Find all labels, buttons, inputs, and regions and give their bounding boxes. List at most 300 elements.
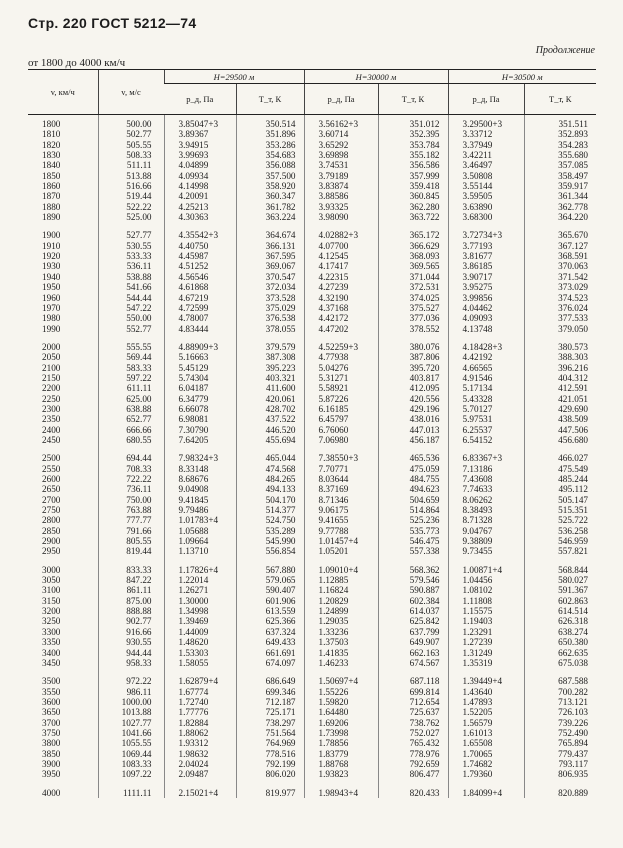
cell-pressure: 1.61013 bbox=[448, 728, 524, 738]
cell-pressure: 1.59820 bbox=[304, 697, 378, 707]
table-row bbox=[28, 474, 596, 484]
table-row bbox=[28, 495, 596, 505]
cell-temperature: 387.806 bbox=[378, 352, 448, 362]
cell-temperature: 395.720 bbox=[378, 363, 448, 373]
cell-v-ms: 597.22 bbox=[98, 373, 164, 383]
cell-v-ms: 1083.33 bbox=[98, 759, 164, 769]
table-row bbox=[28, 272, 596, 282]
cell-v-ms: 500.00 bbox=[98, 115, 164, 130]
table-row bbox=[28, 648, 596, 658]
cell-pressure: 1.08102 bbox=[448, 585, 524, 595]
cell-temperature: 475.549 bbox=[524, 464, 596, 474]
cell-temperature: 374.025 bbox=[378, 293, 448, 303]
cell-temperature: 354.683 bbox=[236, 150, 304, 160]
cell-temperature: 351.896 bbox=[236, 129, 304, 139]
cell-temperature: 504.170 bbox=[236, 495, 304, 505]
altitude-header-2: H=30000 м bbox=[304, 70, 448, 84]
cell-v-ms: 525.00 bbox=[98, 212, 164, 222]
cell-pressure: 4.12545 bbox=[304, 251, 378, 261]
cell-temperature: 674.097 bbox=[236, 658, 304, 668]
cell-pressure: 1.09010+4 bbox=[304, 565, 378, 575]
cell-temperature: 580.027 bbox=[524, 575, 596, 585]
cell-pressure: 1.29035 bbox=[304, 616, 378, 626]
cell-v-kmh: 1970 bbox=[42, 302, 61, 313]
cell-temperature: 447.506 bbox=[524, 425, 596, 435]
cell-pressure: 1.39449+4 bbox=[448, 676, 524, 686]
cell-v-ms: 652.77 bbox=[98, 414, 164, 424]
cell-v-ms: 611.11 bbox=[98, 383, 164, 393]
table-row bbox=[28, 202, 596, 212]
col-header-v-kmh: v, км/ч bbox=[28, 70, 98, 115]
table-row bbox=[28, 769, 596, 779]
cell-temperature: 700.282 bbox=[524, 687, 596, 697]
cell-temperature: 352.395 bbox=[378, 129, 448, 139]
cell-temperature: 614.514 bbox=[524, 606, 596, 616]
cell-temperature: 602.384 bbox=[378, 596, 448, 606]
cell-pressure: 4.66565 bbox=[448, 363, 524, 373]
table-row bbox=[28, 212, 596, 222]
cell-temperature: 726.103 bbox=[524, 707, 596, 717]
cell-v-ms: 530.55 bbox=[98, 241, 164, 251]
cell-pressure: 7.98324+3 bbox=[164, 453, 236, 463]
spacer-cell bbox=[524, 668, 596, 676]
spacer-cell bbox=[236, 445, 304, 453]
cell-v-ms: 902.77 bbox=[98, 616, 164, 626]
cell-pressure: 2.09487 bbox=[164, 769, 236, 779]
cell-pressure: 4.72599 bbox=[164, 303, 236, 313]
spacer-cell bbox=[98, 668, 164, 676]
cell-temperature: 395.223 bbox=[236, 363, 304, 373]
cell-pressure: 4.30363 bbox=[164, 212, 236, 222]
cell-temperature: 567.880 bbox=[236, 565, 304, 575]
cell-v-ms: 502.77 bbox=[98, 129, 164, 139]
cell-temperature: 361.344 bbox=[524, 191, 596, 201]
cell-temperature: 369.067 bbox=[236, 261, 304, 271]
cell-v-ms: 847.22 bbox=[98, 575, 164, 585]
table-row bbox=[28, 293, 596, 303]
cell-temperature: 366.629 bbox=[378, 241, 448, 251]
spacer-cell bbox=[236, 222, 304, 230]
cell-v-ms: 791.66 bbox=[98, 526, 164, 536]
spacer-cell bbox=[98, 445, 164, 453]
cell-v-ms: 944.44 bbox=[98, 648, 164, 658]
cell-pressure: 8.38493 bbox=[448, 505, 524, 515]
cell-pressure: 1.48620 bbox=[164, 637, 236, 647]
cell-temperature: 351.511 bbox=[524, 115, 596, 130]
table-row bbox=[28, 565, 596, 575]
cell-pressure: 6.16185 bbox=[304, 404, 378, 414]
cell-temperature: 792.659 bbox=[378, 759, 448, 769]
table-row bbox=[28, 697, 596, 707]
cell-temperature: 421.051 bbox=[524, 394, 596, 404]
cell-temperature: 649.433 bbox=[236, 637, 304, 647]
cell-temperature: 369.565 bbox=[378, 261, 448, 271]
spacer-cell bbox=[28, 222, 98, 230]
cell-temperature: 380.573 bbox=[524, 342, 596, 352]
cell-pressure: 3.81677 bbox=[448, 251, 524, 261]
cell-pressure: 1.34998 bbox=[164, 606, 236, 616]
spacer-cell bbox=[164, 780, 236, 788]
cell-temperature: 357.999 bbox=[378, 171, 448, 181]
cell-temperature: 820.889 bbox=[524, 788, 596, 798]
table-row bbox=[28, 241, 596, 251]
cell-temperature: 662.635 bbox=[524, 648, 596, 658]
cell-v-kmh: 2050 bbox=[42, 352, 61, 363]
cell-v-kmh: 3300 bbox=[42, 626, 61, 637]
cell-v-ms: 522.22 bbox=[98, 202, 164, 212]
spacer-cell bbox=[28, 668, 98, 676]
cell-temperature: 412.095 bbox=[378, 383, 448, 393]
cell-temperature: 625.366 bbox=[236, 616, 304, 626]
cell-temperature: 556.854 bbox=[236, 546, 304, 556]
cell-temperature: 557.338 bbox=[378, 546, 448, 556]
cell-temperature: 764.969 bbox=[236, 738, 304, 748]
cell-temperature: 626.318 bbox=[524, 616, 596, 626]
cell-temperature: 363.722 bbox=[378, 212, 448, 222]
cell-pressure: 7.43608 bbox=[448, 474, 524, 484]
cell-v-ms: 1027.77 bbox=[98, 718, 164, 728]
table-row bbox=[28, 606, 596, 616]
cell-temperature: 404.312 bbox=[524, 373, 596, 383]
cell-pressure: 4.83444 bbox=[164, 324, 236, 334]
cell-temperature: 484.755 bbox=[378, 474, 448, 484]
table-row bbox=[28, 414, 596, 424]
spacer-cell bbox=[236, 780, 304, 788]
cell-temperature: 420.061 bbox=[236, 394, 304, 404]
cell-temperature: 536.258 bbox=[524, 526, 596, 536]
cell-pressure: 4.13748 bbox=[448, 324, 524, 334]
cell-pressure: 3.50808 bbox=[448, 171, 524, 181]
table-row bbox=[28, 313, 596, 323]
cell-pressure: 9.41655 bbox=[304, 515, 378, 525]
cell-pressure: 4.88909+3 bbox=[164, 342, 236, 352]
cell-v-ms: 513.88 bbox=[98, 171, 164, 181]
cell-temperature: 465.044 bbox=[236, 453, 304, 463]
cell-temperature: 359.917 bbox=[524, 181, 596, 191]
cell-v-kmh: 3400 bbox=[42, 647, 61, 658]
cell-pressure: 3.77193 bbox=[448, 241, 524, 251]
cell-pressure: 4.42192 bbox=[448, 352, 524, 362]
cell-temperature: 725.637 bbox=[378, 707, 448, 717]
cell-v-kmh: 1810 bbox=[42, 129, 61, 140]
cell-temperature: 590.887 bbox=[378, 585, 448, 595]
cell-pressure: 1.69206 bbox=[304, 718, 378, 728]
cell-v-kmh: 2850 bbox=[42, 525, 61, 536]
cell-pressure: 1.47893 bbox=[448, 697, 524, 707]
cell-temperature: 806.477 bbox=[378, 769, 448, 779]
cell-temperature: 495.112 bbox=[524, 484, 596, 494]
spacer-cell bbox=[524, 222, 596, 230]
cell-pressure: 1.50697+4 bbox=[304, 676, 378, 686]
cell-temperature: 591.367 bbox=[524, 585, 596, 595]
cell-temperature: 374.523 bbox=[524, 293, 596, 303]
cell-v-kmh: 2300 bbox=[42, 403, 61, 414]
cell-pressure: 1.98632 bbox=[164, 749, 236, 759]
cell-pressure: 1.65508 bbox=[448, 738, 524, 748]
cell-temperature: 525.722 bbox=[524, 515, 596, 525]
table-row bbox=[28, 738, 596, 748]
cell-pressure: 4.27239 bbox=[304, 282, 378, 292]
table-row bbox=[28, 453, 596, 463]
cell-pressure: 1.05201 bbox=[304, 546, 378, 556]
cell-pressure: 5.17134 bbox=[448, 383, 524, 393]
cell-temperature: 579.546 bbox=[378, 575, 448, 585]
spacer-cell bbox=[524, 334, 596, 342]
table-row bbox=[28, 191, 596, 201]
cell-v-kmh: 3450 bbox=[42, 657, 61, 668]
cell-pressure: 1.82884 bbox=[164, 718, 236, 728]
spacer-cell bbox=[524, 445, 596, 453]
cell-v-ms: 819.44 bbox=[98, 546, 164, 556]
cell-pressure: 6.54152 bbox=[448, 435, 524, 445]
cell-v-kmh: 1800 bbox=[42, 119, 61, 129]
cell-v-ms: 777.77 bbox=[98, 515, 164, 525]
cell-temperature: 739.226 bbox=[524, 718, 596, 728]
cell-pressure: 3.98090 bbox=[304, 212, 378, 222]
cell-pressure: 3.68300 bbox=[448, 212, 524, 222]
cell-pressure: 1.55226 bbox=[304, 687, 378, 697]
cell-pressure: 6.04187 bbox=[164, 383, 236, 393]
cell-pressure: 4.02882+3 bbox=[304, 230, 378, 240]
cell-v-kmh: 3700 bbox=[42, 717, 61, 728]
altitude-header-3: H=30500 м bbox=[448, 70, 596, 84]
cell-pressure: 1.93823 bbox=[304, 769, 378, 779]
cell-v-ms: 708.33 bbox=[98, 464, 164, 474]
cell-temperature: 613.559 bbox=[236, 606, 304, 616]
cell-v-ms: 550.00 bbox=[98, 313, 164, 323]
cell-pressure: 4.22315 bbox=[304, 272, 378, 282]
cell-v-ms: 833.33 bbox=[98, 565, 164, 575]
cell-temperature: 752.027 bbox=[378, 728, 448, 738]
cell-temperature: 360.347 bbox=[236, 191, 304, 201]
cell-pressure: 1.26271 bbox=[164, 585, 236, 595]
cell-temperature: 765.432 bbox=[378, 738, 448, 748]
cell-pressure: 1.78856 bbox=[304, 738, 378, 748]
cell-pressure: 1.84099+4 bbox=[448, 788, 524, 798]
cell-temperature: 446.520 bbox=[236, 425, 304, 435]
cell-pressure: 3.56162+3 bbox=[304, 115, 378, 130]
table-row bbox=[28, 616, 596, 626]
cell-v-kmh: 2400 bbox=[42, 424, 61, 435]
cell-temperature: 377.533 bbox=[524, 313, 596, 323]
cell-pressure: 6.76060 bbox=[304, 425, 378, 435]
cell-temperature: 466.027 bbox=[524, 453, 596, 463]
table-row bbox=[28, 788, 596, 798]
cell-pressure: 1.88768 bbox=[304, 759, 378, 769]
spacer-cell bbox=[236, 668, 304, 676]
table-row bbox=[28, 707, 596, 717]
cell-temperature: 378.055 bbox=[236, 324, 304, 334]
cell-pressure: 1.01783+4 bbox=[164, 515, 236, 525]
cell-pressure: 9.77788 bbox=[304, 526, 378, 536]
cell-v-kmh: 3650 bbox=[42, 707, 61, 718]
spacer-cell bbox=[378, 780, 448, 788]
cell-temperature: 377.036 bbox=[378, 313, 448, 323]
cell-pressure: 9.38809 bbox=[448, 536, 524, 546]
table-row bbox=[28, 373, 596, 383]
cell-v-ms: 680.55 bbox=[98, 435, 164, 445]
cell-pressure: 5.97531 bbox=[448, 414, 524, 424]
cell-pressure: 3.79189 bbox=[304, 171, 378, 181]
group-spacer bbox=[28, 222, 596, 230]
cell-temperature: 429.690 bbox=[524, 404, 596, 414]
spacer-cell bbox=[98, 222, 164, 230]
cell-pressure: 1.46233 bbox=[304, 658, 378, 668]
spacer-cell bbox=[304, 780, 378, 788]
cell-temperature: 388.303 bbox=[524, 352, 596, 362]
cell-v-kmh: 3100 bbox=[42, 585, 61, 596]
cell-v-kmh: 3250 bbox=[42, 616, 61, 627]
cell-temperature: 515.351 bbox=[524, 505, 596, 515]
table-row bbox=[28, 324, 596, 334]
cell-pressure: 4.20091 bbox=[164, 191, 236, 201]
cell-temperature: 699.814 bbox=[378, 687, 448, 697]
cell-pressure: 1.56579 bbox=[448, 718, 524, 728]
cell-v-ms: 861.11 bbox=[98, 585, 164, 595]
cell-v-kmh: 2550 bbox=[42, 463, 61, 474]
spacer-cell bbox=[378, 222, 448, 230]
cell-pressure: 6.98081 bbox=[164, 414, 236, 424]
cell-pressure: 6.34779 bbox=[164, 394, 236, 404]
table-row bbox=[28, 394, 596, 404]
cell-pressure: 4.25213 bbox=[164, 202, 236, 212]
cell-v-ms: 538.88 bbox=[98, 272, 164, 282]
cell-temperature: 376.538 bbox=[236, 313, 304, 323]
cell-pressure: 1.41835 bbox=[304, 648, 378, 658]
cell-pressure: 1.19403 bbox=[448, 616, 524, 626]
cell-pressure: 4.91546 bbox=[448, 373, 524, 383]
cell-temperature: 494.623 bbox=[378, 484, 448, 494]
cell-temperature: 637.799 bbox=[378, 627, 448, 637]
cell-v-kmh: 1880 bbox=[42, 201, 61, 212]
cell-temperature: 475.059 bbox=[378, 464, 448, 474]
table-row bbox=[28, 282, 596, 292]
cell-temperature: 364.220 bbox=[524, 212, 596, 222]
spacer-cell bbox=[164, 334, 236, 342]
cell-pressure: 4.67219 bbox=[164, 293, 236, 303]
cell-v-kmh: 3050 bbox=[42, 575, 61, 586]
cell-v-ms: 516.66 bbox=[98, 181, 164, 191]
table-row bbox=[28, 505, 596, 515]
table-row bbox=[28, 150, 596, 160]
spacer-cell bbox=[304, 222, 378, 230]
cell-pressure: 1.35319 bbox=[448, 658, 524, 668]
cell-pressure: 1.74682 bbox=[448, 759, 524, 769]
spacer-cell bbox=[236, 334, 304, 342]
col-header-temperature: T_т, К bbox=[236, 84, 304, 115]
cell-v-kmh: 2250 bbox=[42, 393, 61, 404]
cell-temperature: 792.199 bbox=[236, 759, 304, 769]
cell-temperature: 779.437 bbox=[524, 749, 596, 759]
spacer-cell bbox=[448, 222, 524, 230]
cell-pressure: 9.41845 bbox=[164, 495, 236, 505]
cell-v-kmh: 2700 bbox=[42, 494, 61, 505]
cell-temperature: 368.093 bbox=[378, 251, 448, 261]
cell-temperature: 371.044 bbox=[378, 272, 448, 282]
cell-v-kmh: 3850 bbox=[42, 748, 61, 759]
cell-temperature: 649.907 bbox=[378, 637, 448, 647]
cell-temperature: 725.171 bbox=[236, 707, 304, 717]
cell-pressure: 1.23291 bbox=[448, 627, 524, 637]
cell-temperature: 359.418 bbox=[378, 181, 448, 191]
col-header-temperature: T_т, К bbox=[378, 84, 448, 115]
cell-temperature: 376.024 bbox=[524, 303, 596, 313]
spacer-cell bbox=[448, 334, 524, 342]
cell-pressure: 1.16824 bbox=[304, 585, 378, 595]
cell-pressure: 5.58921 bbox=[304, 383, 378, 393]
cell-pressure: 3.55144 bbox=[448, 181, 524, 191]
cell-v-kmh: 1890 bbox=[42, 212, 61, 223]
cell-v-kmh: 3350 bbox=[42, 637, 61, 648]
cell-v-kmh: 2450 bbox=[42, 434, 61, 445]
cell-pressure: 1.64480 bbox=[304, 707, 378, 717]
cell-temperature: 661.691 bbox=[236, 648, 304, 658]
cell-pressure: 1.31249 bbox=[448, 648, 524, 658]
cell-temperature: 354.283 bbox=[524, 140, 596, 150]
cell-pressure: 4.04899 bbox=[164, 160, 236, 170]
cell-pressure: 1.93312 bbox=[164, 738, 236, 748]
cell-v-kmh: 2900 bbox=[42, 536, 61, 547]
spacer-cell bbox=[304, 445, 378, 453]
cell-temperature: 365.172 bbox=[378, 230, 448, 240]
table-row bbox=[28, 251, 596, 261]
cell-temperature: 352.893 bbox=[524, 129, 596, 139]
cell-temperature: 778.516 bbox=[236, 749, 304, 759]
cell-v-kmh: 3800 bbox=[42, 738, 61, 749]
speed-range-label: от 1800 до 4000 км/ч bbox=[28, 57, 126, 69]
cell-temperature: 365.670 bbox=[524, 230, 596, 240]
cell-temperature: 738.297 bbox=[236, 718, 304, 728]
cell-temperature: 819.977 bbox=[236, 788, 304, 798]
cell-pressure: 1.33236 bbox=[304, 627, 378, 637]
cell-v-ms: 519.44 bbox=[98, 191, 164, 201]
spacer-cell bbox=[28, 334, 98, 342]
table-row bbox=[28, 129, 596, 139]
cell-pressure: 1.00871+4 bbox=[448, 565, 524, 575]
spacer-cell bbox=[164, 222, 236, 230]
cell-v-kmh: 2950 bbox=[42, 546, 61, 557]
cell-pressure: 4.47202 bbox=[304, 324, 378, 334]
table-row bbox=[28, 536, 596, 546]
cell-pressure: 4.18428+3 bbox=[448, 342, 524, 352]
cell-pressure: 3.42211 bbox=[448, 150, 524, 160]
cell-v-ms: 552.77 bbox=[98, 324, 164, 334]
cell-pressure: 1.79360 bbox=[448, 769, 524, 779]
cell-temperature: 356.586 bbox=[378, 160, 448, 170]
cell-v-ms: 722.22 bbox=[98, 474, 164, 484]
cell-v-ms: 875.00 bbox=[98, 596, 164, 606]
cell-temperature: 362.280 bbox=[378, 202, 448, 212]
cell-temperature: 579.065 bbox=[236, 575, 304, 585]
cell-temperature: 387.308 bbox=[236, 352, 304, 362]
table-row bbox=[28, 181, 596, 191]
col-header-v-ms: v, м/с bbox=[98, 70, 164, 115]
cell-pressure: 1.37503 bbox=[304, 637, 378, 647]
cell-temperature: 371.542 bbox=[524, 272, 596, 282]
cell-v-kmh: 2100 bbox=[42, 362, 61, 373]
cell-pressure: 1.52205 bbox=[448, 707, 524, 717]
cell-pressure: 3.46497 bbox=[448, 160, 524, 170]
table-row bbox=[28, 546, 596, 556]
cell-temperature: 674.567 bbox=[378, 658, 448, 668]
cell-temperature: 505.147 bbox=[524, 495, 596, 505]
spacer-cell bbox=[304, 668, 378, 676]
cell-v-kmh: 3750 bbox=[42, 727, 61, 738]
cell-temperature: 437.522 bbox=[236, 414, 304, 424]
cell-v-ms: 972.22 bbox=[98, 676, 164, 686]
cell-pressure: 4.35542+3 bbox=[164, 230, 236, 240]
cell-pressure: 9.04767 bbox=[448, 526, 524, 536]
